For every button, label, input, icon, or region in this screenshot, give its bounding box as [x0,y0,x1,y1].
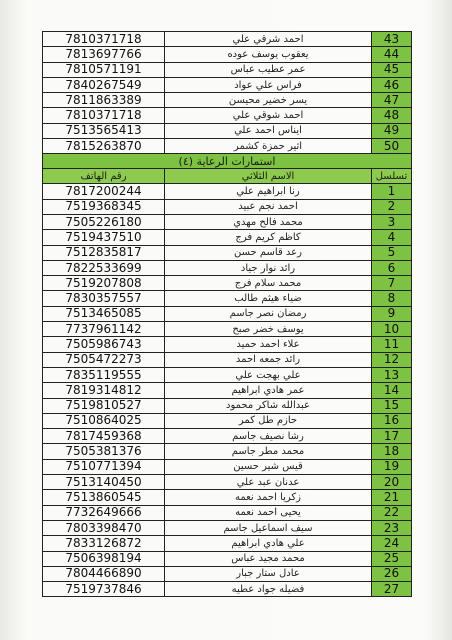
name-cell: رمضان نصر جاسم [165,306,372,321]
section-title-row [43,154,412,169]
header-name: الاسم الثلاثي [165,169,372,184]
table-row [43,306,412,321]
name-cell: احمد نجم عبيد [165,199,372,214]
table-row [43,184,412,199]
phone-cell: 7512835817 [43,245,165,260]
serial-cell: 46 [372,77,412,92]
header-serial: تسلسل [372,169,412,184]
serial-cell: 20 [372,475,412,490]
name-cell: رنا ابراهيم علي [165,184,372,199]
serial-cell: 17 [372,429,412,444]
name-cell: رائد جمعه احمد [165,352,372,367]
serial-cell: 4 [372,230,412,245]
table-row [43,260,412,275]
phone-cell: 7822533699 [43,260,165,275]
phone-cell: 7505472273 [43,352,165,367]
table-row [43,214,412,229]
phone-cell: 7817200244 [43,184,165,199]
table-row [43,536,412,551]
table-row [43,413,412,428]
table-row [43,47,412,62]
phone-cell: 7505226180 [43,214,165,229]
phone-cell: 7833126872 [43,536,165,551]
phone-cell: 7510771394 [43,459,165,474]
serial-cell: 12 [372,352,412,367]
name-cell: عدنان عبد علي [165,475,372,490]
phone-cell: 7804466890 [43,566,165,581]
serial-cell: 18 [372,444,412,459]
serial-cell: 49 [372,123,412,138]
phone-cell: 7813697766 [43,47,165,62]
serial-cell: 2 [372,199,412,214]
name-cell: كاظم كريم فرج [165,230,372,245]
name-cell: اثير حمزة كشمر [165,139,372,154]
phone-cell: 7510864025 [43,413,165,428]
phone-cell: 7519437510 [43,230,165,245]
name-cell: يسر خضير محيسن [165,93,372,108]
table-row [43,139,412,154]
name-cell: عمر عطيب عباس [165,62,372,77]
column-header-row [43,169,412,184]
table-row [43,459,412,474]
phone-cell: 7505381376 [43,444,165,459]
serial-cell: 23 [372,520,412,535]
name-cell: فضيله جواد عطيه [165,582,372,597]
serial-cell: 26 [372,566,412,581]
phone-cell: 7817459368 [43,429,165,444]
name-cell: احمد شوقي علي [165,108,372,123]
serial-cell: 9 [372,306,412,321]
table-row [43,230,412,245]
phone-cell: 7506398194 [43,551,165,566]
phone-cell: 7519737846 [43,582,165,597]
phone-cell: 7810571191 [43,62,165,77]
care-forms-list-body [43,184,412,597]
name-cell: فراس علي عواد [165,77,372,92]
table-row [43,337,412,352]
serial-cell: 44 [372,47,412,62]
name-cell: ضياء هيثم طالب [165,291,372,306]
table-row [43,398,412,413]
table-row [43,582,412,597]
phone-cell: 7513565413 [43,123,165,138]
table-row [43,245,412,260]
name-cell: ايناس احمد علي [165,123,372,138]
name-cell: علاء احمد حميد [165,337,372,352]
table-row [43,475,412,490]
serial-cell: 11 [372,337,412,352]
table-row [43,123,412,138]
table-row [43,77,412,92]
serial-cell: 1 [372,184,412,199]
name-cell: محمد مجيد عباس [165,551,372,566]
table-row [43,93,412,108]
phone-cell: 7830357557 [43,291,165,306]
phone-cell: 7519368345 [43,199,165,214]
phone-cell: 7513140450 [43,475,165,490]
name-cell: محمد فالح مهدي [165,214,372,229]
name-cell: محمد مطر جاسم [165,444,372,459]
section-header [43,154,412,184]
table-row [43,276,412,291]
phone-cell: 7803398470 [43,520,165,535]
serial-cell: 14 [372,383,412,398]
serial-cell: 3 [372,214,412,229]
name-cell: علي بهجت علي [165,367,372,382]
serial-cell: 7 [372,276,412,291]
name-cell: يعقوب يوسف عوده [165,47,372,62]
serial-cell: 19 [372,459,412,474]
serial-cell: 21 [372,490,412,505]
phone-cell: 7819314812 [43,383,165,398]
table-row [43,566,412,581]
phone-cell: 7810371718 [43,108,165,123]
phone-cell: 7835119555 [43,367,165,382]
section-title: استمارات الرعاية (٤) [43,154,412,169]
table-row [43,62,412,77]
serial-cell: 22 [372,505,412,520]
name-cell: سيف اسماعيل جاسم [165,520,372,535]
table-row [43,505,412,520]
name-cell: احمد شرقي علي [165,32,372,47]
phone-cell: 7513465085 [43,306,165,321]
phone-cell: 7815263870 [43,139,165,154]
serial-cell: 15 [372,398,412,413]
name-cell: عبدالله شاكر محمود [165,398,372,413]
table-row [43,367,412,382]
table-row [43,383,412,398]
table-row [43,551,412,566]
table-row [43,108,412,123]
name-cell: رشا نصيف جاسم [165,429,372,444]
phone-cell: 7732649666 [43,505,165,520]
serial-cell: 6 [372,260,412,275]
serial-cell: 25 [372,551,412,566]
phone-cell: 7513860545 [43,490,165,505]
contact-table [42,31,412,597]
previous-list-body [43,32,412,154]
table-row [43,520,412,535]
name-cell: حازم طل كمر [165,413,372,428]
serial-cell: 47 [372,93,412,108]
table-row [43,444,412,459]
table-row [43,352,412,367]
name-cell: محمد سلام فرج [165,276,372,291]
table-row [43,322,412,337]
phone-cell: 7810371718 [43,32,165,47]
table-row [43,490,412,505]
serial-cell: 5 [372,245,412,260]
table-row [43,32,412,47]
header-phone: رقم الهاتف [43,169,165,184]
table-row [43,291,412,306]
phone-cell: 7737961142 [43,322,165,337]
serial-cell: 24 [372,536,412,551]
serial-cell: 48 [372,108,412,123]
name-cell: يحيى احمد نعمه [165,505,372,520]
serial-cell: 16 [372,413,412,428]
serial-cell: 45 [372,62,412,77]
serial-cell: 8 [372,291,412,306]
serial-cell: 13 [372,367,412,382]
name-cell: رعد قاسم حسن [165,245,372,260]
table-row [43,199,412,214]
serial-cell: 10 [372,322,412,337]
phone-cell: 7519207808 [43,276,165,291]
phone-cell: 7505986743 [43,337,165,352]
name-cell: يوسف خضر صبح [165,322,372,337]
name-cell: قيس شير حسين [165,459,372,474]
phone-cell: 7811863389 [43,93,165,108]
name-cell: علي هادي ابراهيم [165,536,372,551]
table-row [43,429,412,444]
serial-cell: 43 [372,32,412,47]
name-cell: رائد نوار جياد [165,260,372,275]
serial-cell: 27 [372,582,412,597]
name-cell: عمر هادي ابراهيم [165,383,372,398]
name-cell: عادل ستار جبار [165,566,372,581]
serial-cell: 50 [372,139,412,154]
phone-cell: 7840267549 [43,77,165,92]
phone-cell: 7519810527 [43,398,165,413]
name-cell: زكريا احمد نعمه [165,490,372,505]
